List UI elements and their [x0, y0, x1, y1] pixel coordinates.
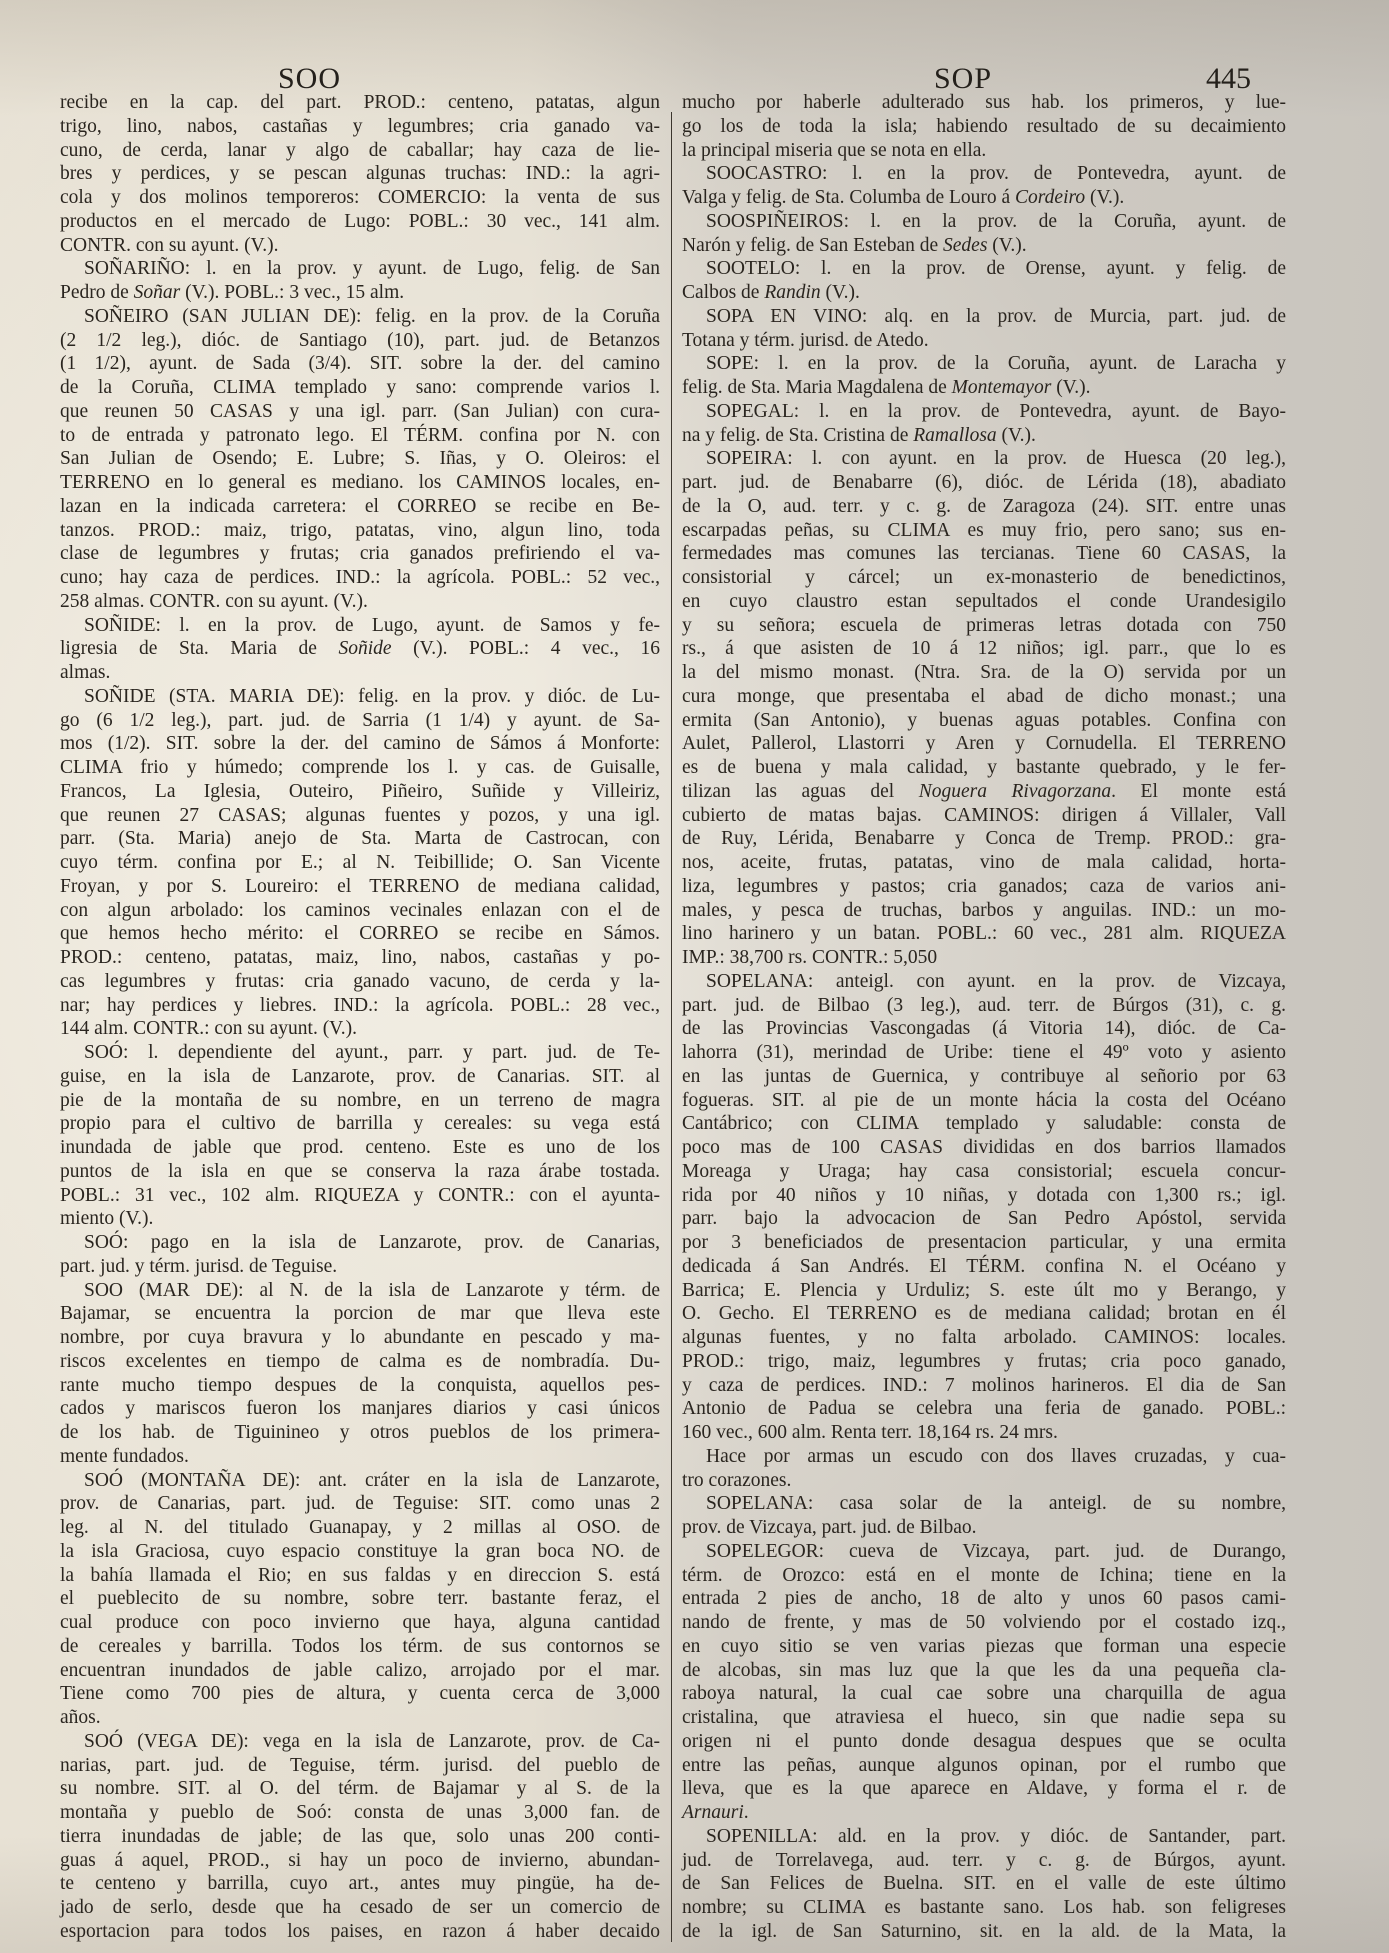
text-segment: tilizan las aguas del [682, 780, 919, 802]
text-line: jado de serlo, desde que ha cesado de ser un comercio de [60, 1897, 660, 1918]
text-line: nando de frente, y mas de 50 volviendo por el costado izq., [682, 1612, 1286, 1633]
text-line: lahorra (31), merindad de Uribe: tiene el 49º voto y asiento [682, 1042, 1286, 1063]
text-line: CONTR. con su ayunt. (V.). [60, 234, 279, 256]
text-line: rs., á que asisten de 10 á 12 niños; igl. parr., que lo es [682, 638, 1286, 660]
text-line: SOOCASTRO: l. en la prov. de Pontevedra, ayunt. de [706, 163, 1286, 185]
text-line [60, 637, 660, 661]
text-line: en cuyo sitio se ven varias piezas que forman una especie [682, 1635, 1286, 1657]
italic-text: Noguera Rivagorzana [918, 780, 1112, 802]
text-segment: ligresia de Sta. Maria de [60, 638, 339, 660]
text-line: de alcobas, sin mas luz que la que les da una pequeña cla- [682, 1659, 1286, 1681]
text-line: (1 1/2), ayunt. de Sada (3/4). SIT. sobre la der. del camino [60, 353, 660, 375]
text-line: PROD.: centeno, patatas, maiz, lino, nabos, castañas y po- [60, 947, 660, 968]
text-line: nombre, por cuya bravura y lo abundante en pescado y ma- [60, 1327, 660, 1348]
text-line: propio para el cultivo de barrilla y cereales: su vega está [60, 1113, 660, 1135]
text-line: guas á aquel, PROD., si hay un poco de invierno, abundan- [60, 1849, 660, 1871]
text-line: nombre; su CLIMA es bastante sano. Los hab. son feligreses [682, 1897, 1286, 1918]
text-line: Cantábrico; con CLIMA templado y saludable: consta de [682, 1113, 1286, 1135]
text-line: SOÑIDE (STA. MARIA DE): felig. en la prov. y dióc. de Lu- [84, 685, 660, 707]
text-line: 144 alm. CONTR.: con su ayunt. (V.). [60, 1018, 357, 1040]
text-line: rida por 40 niños y 10 niñas, y dotada con 1,300 rs.; igl. [682, 1184, 1286, 1206]
text-line: POBL.: 31 vec., 102 alm. RIQUEZA y CONTR.: con el ayunta- [60, 1184, 660, 1206]
text-line: cados y mariscos fueron los manjares diarios y casi únicos [60, 1398, 660, 1420]
text-line: SOPELANA: anteigl. con ayunt. en la prov. de Vizcaya, [706, 970, 1286, 992]
text-line: go (6 1/2 leg.), part. jud. de Sarria (1 1/4) y ayunt. de Sa- [60, 709, 660, 731]
text-line: SOÓ (VEGA DE): vega en la isla de Lanzarote, prov. de Ca- [84, 1730, 660, 1752]
text-line: algunas fuentes, y no falta arbolado. CAMINOS: locales. [682, 1327, 1286, 1348]
text-line: inundada de jable que prod. centeno. Este es uno de los [60, 1137, 660, 1158]
text-line: tanzos. PROD.: maiz, trigo, patatas, vino, algun lino, toda [60, 519, 660, 541]
dictionary-entry [682, 352, 1286, 400]
text-line: poco mas de 100 CASAS divididas en dos barrios llamados [682, 1137, 1286, 1158]
text-line: SOPE: l. en la prov. de la Coruña, ayunt. de Laracha y [706, 353, 1286, 375]
dictionary-entry [682, 162, 1286, 210]
text-line: cola y dos molinos temporeros: COMERCIO: la venta de sus [60, 187, 660, 208]
text-line: guise, en la isla de Lanzarote, prov. de Canarias. SIT. al [60, 1065, 660, 1087]
text-line: por 3 beneficiados de presentacion particular, y una ermita [682, 1232, 1286, 1253]
text-line: 160 vec., 600 alm. Renta terr. 18,164 rs. 24 mrs. [682, 1422, 1058, 1443]
text-line: trigo, lino, nabos, castañas y legumbres; cria ganado va- [60, 115, 660, 137]
text-segment: . El monte está [1111, 780, 1286, 802]
text-line: cual produce con poco invierno que haya, alguna cantidad [60, 1612, 660, 1633]
text-line: riscos excelentes en tiempo de calma es de nombradía. Du- [60, 1350, 660, 1372]
text-line: cuyo térm. confina por E.; al N. Teibillide; O. San Vicente [60, 852, 660, 873]
text-line: en cuyo claustro estan sepultados el conde Urandesigilo [682, 590, 1286, 612]
text-line: SOÓ (MONTAÑA DE): ant. cráter en la isla de Lanzarote, [84, 1469, 660, 1491]
text-segment: Narón y felig. de San Esteban de [682, 234, 944, 256]
text-line: que reunen 27 CASAS; algunas fuentes y pozos, y una igl. [60, 804, 660, 826]
text-line: SOÓ: pago en la isla de Lanzarote, prov. de Canarias, [84, 1232, 660, 1253]
text-line: SOPA EN VINO: alq. en la prov. de Murcia, part. jud. de [706, 305, 1286, 327]
text-line: ermita (San Antonio), y buenas aguas potables. Confina con [682, 709, 1286, 731]
text-line: jud. de Torrelavega, aud. terr. y c. g. de Búrgos, ayunt. [682, 1849, 1286, 1871]
text-line [682, 234, 1286, 258]
text-line: mucho por haberle adulterado sus hab. los primeros, y lue- [682, 92, 1286, 113]
text-line: con algun arbolado: los caminos vecinales enlazan con el de [60, 899, 660, 921]
running-head-right: SOP [934, 62, 993, 95]
text-line: cuno; hay caza de perdices. IND.: la agrícola. POBL.: 52 vec., [60, 567, 660, 588]
text-line: fermedades mas comunes las tercianas. Tiene 60 CASAS, la [682, 543, 1286, 565]
text-line: go los de toda la isla; habiendo resultado de su decaimiento [682, 115, 1286, 137]
text-line: SOÑIDE: l. en la prov. de Lugo, ayunt. de Samos y fe- [84, 614, 660, 636]
text-line: SOPELANA: casa solar de la anteigl. de su nombre, [706, 1493, 1286, 1515]
italic-text: Arnauri [682, 1802, 744, 1823]
text-segment: (V.). [1085, 187, 1125, 208]
text-line [682, 424, 1286, 448]
text-line: su nombre. SIT. al O. del térm. de Bajamar y al S. de la [60, 1778, 660, 1800]
text-line: part. jud. de Benabarre (6), dióc. de Lérida (18), abadiato [682, 472, 1286, 493]
text-line: mente fundados. [60, 1445, 189, 1467]
text-line: origen ni el punto donde desagua despues que se oculta [682, 1730, 1286, 1752]
text-line: SOO (MAR DE): al N. de la isla de Lanzarote y térm. de [84, 1279, 660, 1301]
dictionary-entry [682, 447, 1286, 970]
text-line: escarpadas peñas, su CLIMA es muy frio, pero sano; sus en- [682, 519, 1286, 541]
column-divider [671, 112, 672, 1942]
text-line: prov. de Canarias, part. jud. de Teguise: SIT. como unas 2 [60, 1493, 660, 1515]
text-line: nar; hay perdices y liebres. IND.: la agrícola. POBL.: 28 vec., [60, 994, 660, 1016]
text-line: en las juntas de Guernica, y contribuye al señorio por 63 [682, 1065, 1286, 1087]
text-line: O. Gecho. El TERRENO es de mediana calidad; brotan en él [682, 1303, 1286, 1325]
text-segment: (V.). [820, 282, 860, 303]
text-line: SOPELEGOR: cueva de Vizcaya, part. jud. de Durango, [706, 1540, 1286, 1562]
dictionary-entry [60, 614, 660, 685]
italic-text: Randin [764, 282, 821, 303]
text-segment: . [743, 1802, 749, 1823]
text-line: de cereales y barrilla. Todos los térm. de sus contornos se [60, 1635, 660, 1657]
text-line: entrada 2 pies de ancho, 18 de alto y unos 60 pasos cami- [682, 1588, 1286, 1610]
italic-text: Cordeiro [1015, 187, 1086, 208]
text-line: puntos de la isla en que se conserva la raza árabe tostada. [60, 1160, 660, 1182]
dictionary-entry [60, 685, 660, 1041]
text-line: parr. bajo la advocacion de San Pedro Apóstol, servida [682, 1208, 1286, 1230]
text-line: el pueblecito de su nombre, sobre terr. bastante feraz, el [60, 1588, 660, 1610]
text-segment: Pedro de [60, 282, 134, 303]
text-line: San Julian de Osendo; E. Lubre; S. Iñas, y O. Oleiros: el [60, 448, 660, 470]
text-line: de Ruy, Lérida, Benabarre y Conca de Tremp. PROD.: gra- [682, 828, 1286, 850]
italic-text: Soñar [133, 282, 181, 303]
text-line: SOPEIRA: l. con ayunt. en la prov. de Huesca (20 leg.), [706, 448, 1286, 470]
dictionary-entry [60, 1469, 660, 1730]
text-line: SOPEGAL: l. en la prov. de Pontevedra, ayunt. de Bayo- [706, 400, 1286, 422]
left-column [60, 91, 660, 1944]
text-line: part. jud. de Bilbao (3 leg.), aud. terr. de Búrgos (31), c. g. [682, 994, 1286, 1016]
text-line: cura monge, que presentaba el abad de dicho monast.; una [682, 685, 1286, 707]
text-segment: felig. de Sta. Maria Magdalena de [682, 377, 952, 398]
text-line: que reunen 50 CASAS y una igl. parr. (San Julian) con cura- [60, 400, 660, 422]
text-line: SOÓ: l. dependiente del ayunt., parr. y part. jud. de Te- [84, 1042, 660, 1063]
text-line [682, 186, 1286, 210]
text-segment: Valga y felig. de Sta. Columba de Louro á [682, 187, 1016, 208]
dictionary-entry [60, 1730, 660, 1944]
text-line: recibe en la cap. del part. PROD.: centeno, patatas, algun [60, 92, 660, 113]
dictionary-entry [60, 91, 660, 257]
text-line: lino harinero y un batan. POBL.: 60 vec., 281 alm. RIQUEZA [682, 923, 1286, 945]
text-line: es de buena y mala calidad, y bastante quebrado, y le fer- [682, 757, 1286, 778]
text-segment: (V.). POBL.: 4 vec., 16 [391, 638, 660, 660]
text-line: de las Provincias Vascongadas (á Vitoria 14), dióc. de Ca- [682, 1018, 1286, 1040]
text-line: de San Felices de Buelna. SIT. en el valle de este último [682, 1873, 1286, 1895]
text-segment: (V.). POBL.: 3 vec., 15 alm. [180, 282, 405, 303]
text-line: PROD.: trigo, maiz, legumbres y frutas; cria poco ganado, [682, 1350, 1286, 1372]
dictionary-entry [60, 305, 660, 614]
text-line: la bahía llamada el Rio; en sus faldas y en direccion S. está [60, 1564, 660, 1586]
text-line: productos en el mercado de Lugo: POBL.: 30 vec., 141 alm. [60, 210, 660, 232]
text-line: Hace por armas un escudo con dos llaves cruzadas, y cua- [706, 1445, 1286, 1467]
text-line: años. [60, 1707, 101, 1728]
dictionary-entry [682, 1492, 1286, 1540]
text-line: de la igl. de San Saturnino, sit. en la ald. de la Mata, la [682, 1920, 1286, 1942]
text-line: leg. al N. del titulado Guanapay, y 2 millas al OSO. de [60, 1517, 660, 1538]
text-line: y caza de perdices. IND.: 7 molinos harineros. El dia de San [682, 1374, 1286, 1396]
text-line: SOPENILLA: ald. en la prov. y dióc. de Santander, part. [706, 1825, 1286, 1847]
text-segment: Calbos de [682, 282, 765, 303]
text-line [682, 376, 1286, 400]
text-line: tro corazones. [682, 1469, 792, 1491]
italic-text: Sedes [943, 234, 988, 256]
italic-text: Soñide [338, 638, 392, 660]
text-line: Francos, La Iglesia, Outeiro, Piñeiro, Suñide y Villeiriz, [60, 780, 660, 802]
italic-text: Montemayor [951, 377, 1052, 398]
text-line: Froyan, y por S. Loureiro: el TERRENO de mediana calidad, [60, 875, 660, 897]
text-line: almas. [60, 662, 111, 683]
dictionary-entry [60, 1279, 660, 1469]
text-line: to de entrada y patronato lego. El TÉRM. confina por N. con [60, 424, 660, 446]
right-column [682, 91, 1286, 1944]
text-line: clase de legumbres y frutas; cria ganados prefiriendo el va- [60, 543, 660, 565]
text-line: raboya natural, la cual cae sobre una charquilla de agua [682, 1683, 1286, 1705]
running-head-left: SOO [278, 62, 342, 95]
text-line: CLIMA frio y húmedo; comprende los l. y cas. de Guisalle, [60, 757, 660, 778]
dictionary-entry [682, 210, 1286, 258]
text-line: cuno, de cerda, lanar y algo de caballar; hay caza de lie- [60, 139, 660, 161]
text-line: esportacion para todos los paises, en razon á haber decaido [60, 1920, 660, 1942]
italic-text: Ramallosa [913, 424, 997, 446]
text-line: Aulet, Pallerol, Llastorri y Aren y Cornudella. El TERRENO [682, 733, 1286, 755]
text-line [60, 281, 660, 305]
text-line: Barrica; E. Plencia y Urduliz; S. este últ mo y Berango, y [682, 1279, 1286, 1301]
text-line: la principal miseria que se nota en ella. [682, 139, 987, 161]
text-line: Bajamar, se encuentra la porcion de mar que lleva este [60, 1303, 660, 1325]
text-line [682, 780, 1286, 804]
text-line: 258 almas. CONTR. con su ayunt. (V.). [60, 590, 368, 612]
text-line: males, y pesca de truchas, barbos y anguilas. IND.: un mo- [682, 899, 1286, 921]
text-line: de los hab. de Tiguinineo y otros pueblos de los primera- [60, 1422, 660, 1443]
text-line: montaña y pueblo de Soó: consta de unas 3,000 fan. de [60, 1802, 660, 1823]
text-segment: (V.). [987, 234, 1027, 256]
text-line: part. jud. y térm. jurisd. de Teguise. [60, 1255, 338, 1277]
text-line: térm. de Orozco: está en el monte de Ichina; tiene en la [682, 1564, 1286, 1586]
text-line: prov. de Vizcaya, part. jud. de Bilbao. [682, 1517, 977, 1538]
dictionary-entry [60, 1041, 660, 1231]
text-line: la del mismo monast. (Ntra. Sra. de la O) servida por un [682, 662, 1286, 683]
dictionary-entry [682, 1445, 1286, 1493]
text-line: lazan en la indicada carretera: el CORREO se recibe en Be- [60, 495, 660, 517]
text-line: te centeno y barrilla, cuyo art., antes muy pingüe, ha de- [60, 1873, 660, 1895]
text-line: miento (V.). [60, 1208, 154, 1230]
text-line: parr. (Sta. Maria) anejo de Sta. Marta de Castrocan, con [60, 828, 660, 850]
text-segment: (V.). [1051, 377, 1091, 398]
dictionary-entry [682, 91, 1286, 162]
text-line: la isla Graciosa, cuyo espacio constituye la gran boca NO. de [60, 1540, 660, 1562]
text-line: lleva, que es la que aparece en Aldave, y forma el r. de [682, 1778, 1286, 1800]
dictionary-entry [60, 1231, 660, 1279]
dictionary-entry [682, 1825, 1286, 1944]
dictionary-entry [60, 257, 660, 305]
text-line: TERRENO en lo general es mediano. los CAMINOS locales, en- [60, 472, 660, 493]
text-line: bres y perdices, y se pescan algunas truchas: IND.: la agri- [60, 163, 660, 185]
text-line: SOOSPIÑEIROS: l. en la prov. de la Coruña, ayunt. de [706, 210, 1286, 232]
text-line: Moreaga y Uraga; hay casa consistorial; escuela concur- [682, 1160, 1286, 1182]
text-line: Totana y térm. jurisd. de Atedo. [682, 329, 929, 351]
text-line: Antonio de Padua se celebra una feria de ganado. POBL.: [682, 1398, 1286, 1420]
text-line: y su señora; escuela de primeras letras dotada con 750 [682, 614, 1286, 636]
text-line: SOÑARIÑO: l. en la prov. y ayunt. de Lugo, felig. de San [84, 258, 660, 280]
page-number: 445 [1206, 62, 1251, 95]
dictionary-entry [682, 257, 1286, 305]
text-line: de la O, aud. terr. y c. g. de Zaragoza (24). SIT. entre unas [682, 495, 1286, 517]
dictionary-entry [682, 400, 1286, 448]
text-line: dedicada á San Andrés. El TÉRM. confina N. el Océano y [682, 1255, 1286, 1277]
text-line: nos, aceite, frutas, patatas, vino de mala calidad, horta- [682, 852, 1286, 873]
text-line: SOÑEIRO (SAN JULIAN DE): felig. en la prov. de la Coruña [84, 305, 660, 327]
dictionary-entry [682, 305, 1286, 353]
text-line: mos (1/2). SIT. sobre la der. del camino de Sámos á Monforte: [60, 733, 660, 755]
text-line: narias, part. jud. de Teguise, térm. jurisd. del pueblo de [60, 1754, 660, 1776]
text-line: rante mucho tiempo despues de la conquista, aquellos pes- [60, 1374, 660, 1396]
text-segment: na y felig. de Sta. Cristina de [682, 424, 914, 446]
text-line: cubierto de matas bajas. CAMINOS: dirigen á Villaler, Vall [682, 804, 1286, 826]
text-line [682, 1801, 1286, 1825]
text-line: que hemos hecho mérito: el CORREO se recibe en Sámos. [60, 923, 660, 945]
text-line: cas legumbres y frutas: cria ganado vacuno, de cerda y la- [60, 970, 660, 992]
text-line: cristalina, que atraviesa el hueco, sin que nadie sepa su [682, 1707, 1286, 1728]
text-line: pie de la montaña de su nombre, en un terreno de magra [60, 1089, 660, 1111]
text-line [682, 281, 1286, 305]
text-line: tierra inundadas de jable; de las que, solo unas 200 conti- [60, 1825, 660, 1847]
text-line: SOOTELO: l. en la prov. de Orense, ayunt. y felig. de [706, 258, 1286, 280]
text-line: IMP.: 38,700 rs. CONTR.: 5,050 [682, 947, 938, 968]
text-line: Tiene como 700 pies de altura, y cuenta cerca de 3,000 [60, 1683, 660, 1705]
text-line: entre las peñas, aunque algunos opinan, por el rumbo que [682, 1754, 1286, 1776]
dictionary-entry [682, 970, 1286, 1445]
text-line: liza, legumbres y pastos; cria ganados; caza de varios ani- [682, 875, 1286, 897]
text-segment: (V.). [996, 424, 1036, 446]
text-line: fogueras. SIT. al pie de un monte hácia la costa del Océano [682, 1089, 1286, 1111]
text-line: encuentran inundados de jable calizo, arrojado por el mar. [60, 1659, 660, 1681]
text-line: (2 1/2 leg.), dióc. de Santiago (10), part. jud. de Betanzos [60, 329, 660, 351]
text-line: de la Coruña, CLIMA templado y sano: comprende varios l. [60, 377, 660, 398]
dictionary-entry [682, 1540, 1286, 1825]
text-line: consistorial y cárcel; un ex-monasterio de benedictinos, [682, 567, 1286, 588]
